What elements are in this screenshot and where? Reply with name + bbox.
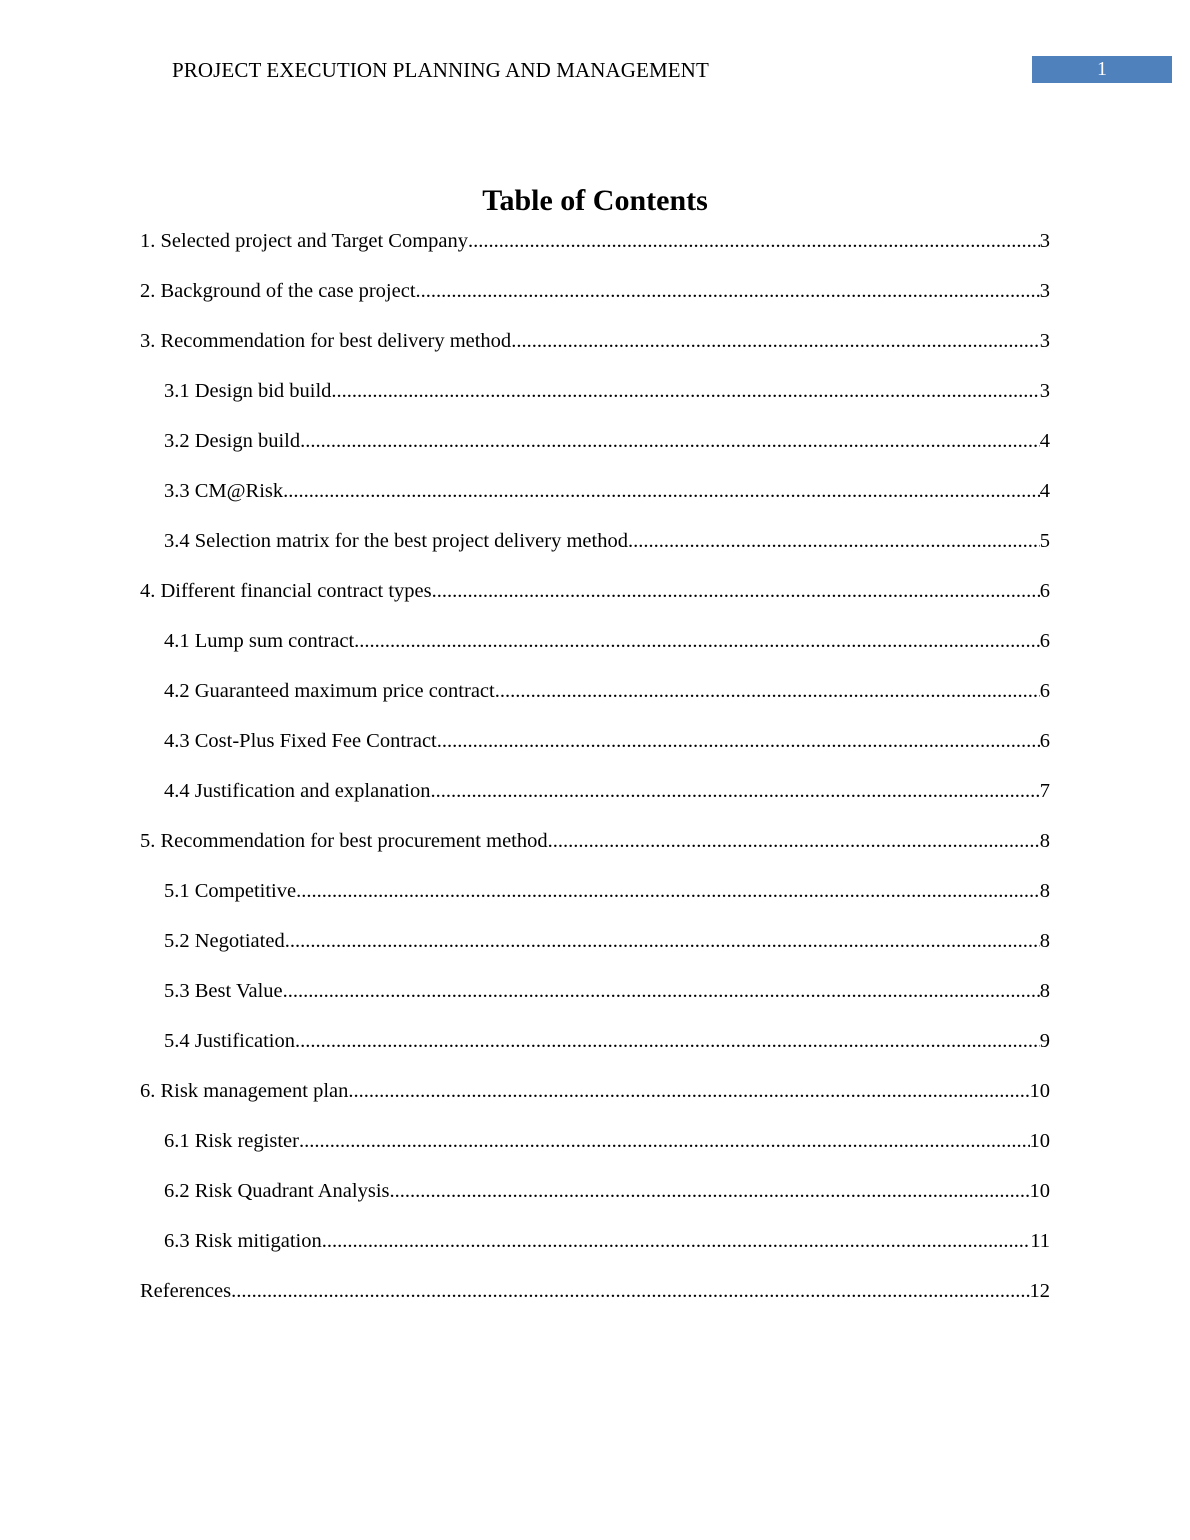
toc-entry-page: 5 <box>1039 530 1050 552</box>
toc-dot-leader <box>348 1076 1029 1106</box>
toc-entry-label: 5.4 Justification <box>164 1030 295 1052</box>
toc-entry[interactable] <box>140 1226 1050 1276</box>
toc-entry-label: 4. Different financial contract types <box>140 580 432 602</box>
toc-dot-leader <box>285 926 1040 956</box>
toc-dot-leader <box>283 476 1040 506</box>
toc-entry-label: 4.3 Cost-Plus Fixed Fee Contract <box>164 730 437 752</box>
toc-entry-label: 3.4 Selection matrix for the best project delivery method <box>164 530 628 552</box>
toc-entry[interactable] <box>140 626 1050 676</box>
toc-dot-leader <box>322 1226 1031 1256</box>
toc-entry[interactable] <box>140 876 1050 926</box>
toc-dot-leader <box>296 876 1040 906</box>
toc-entry-label: 3.3 CM@Risk <box>164 480 284 502</box>
toc-entry-page: 8 <box>1039 880 1050 902</box>
toc-dot-leader <box>390 1176 1030 1206</box>
toc-entry-label: 4.4 Justification and explanation <box>164 780 431 802</box>
toc-entry-label: 2. Background of the case project <box>140 280 416 302</box>
toc-dot-leader <box>437 726 1040 756</box>
toc-entry-page: 6 <box>1039 730 1050 752</box>
toc-dot-leader <box>283 976 1040 1006</box>
toc-entry[interactable] <box>140 976 1050 1026</box>
toc-entry[interactable] <box>140 526 1050 576</box>
toc-dot-leader <box>430 776 1039 806</box>
toc-entry[interactable] <box>140 476 1050 526</box>
toc-entry-label: 6.2 Risk Quadrant Analysis <box>164 1180 390 1202</box>
toc-list <box>140 226 1050 1326</box>
toc-entry[interactable] <box>140 1026 1050 1076</box>
toc-entry-page: 3 <box>1039 280 1050 302</box>
toc-entry-label: 1. Selected project and Target Company <box>140 230 468 252</box>
page-number-badge: 1 <box>1032 56 1172 83</box>
toc-entry-page: 12 <box>1029 1280 1050 1302</box>
toc-entry[interactable] <box>140 726 1050 776</box>
toc-entry-page: 4 <box>1039 430 1050 452</box>
toc-entry-page: 8 <box>1039 830 1050 852</box>
toc-dot-leader <box>331 376 1039 406</box>
toc-dot-leader <box>468 226 1040 256</box>
toc-entry-page: 6 <box>1039 580 1050 602</box>
toc-entry-page: 3 <box>1039 380 1050 402</box>
toc-entry-page: 7 <box>1039 780 1050 802</box>
toc-dot-leader <box>299 1126 1030 1156</box>
toc-entry-page: 9 <box>1039 1030 1050 1052</box>
toc-entry-label: 6.1 Risk register <box>164 1130 299 1152</box>
toc-entry-page: 4 <box>1039 480 1050 502</box>
toc-dot-leader <box>295 1026 1040 1056</box>
toc-dot-leader <box>628 526 1040 556</box>
toc-entry-label: 4.2 Guaranteed maximum price contract <box>164 680 495 702</box>
toc-entry-label: 3. Recommendation for best delivery method <box>140 330 512 352</box>
toc-entry[interactable] <box>140 376 1050 426</box>
toc-entry[interactable] <box>140 1076 1050 1126</box>
toc-entry-page: 3 <box>1039 330 1050 352</box>
toc-entry-page: 8 <box>1039 980 1050 1002</box>
toc-entry-label: 5.1 Competitive <box>164 880 297 902</box>
toc-entry-label: 3.2 Design build <box>164 430 301 452</box>
toc-entry-page: 6 <box>1039 680 1050 702</box>
toc-entry-page: 10 <box>1029 1180 1050 1202</box>
toc-entry[interactable] <box>140 576 1050 626</box>
toc-entry[interactable] <box>140 926 1050 976</box>
toc-entry-label: 4.1 Lump sum contract <box>164 630 355 652</box>
toc-entry-page: 6 <box>1039 630 1050 652</box>
toc-dot-leader <box>495 676 1040 706</box>
toc-entry[interactable] <box>140 226 1050 276</box>
toc-dot-leader <box>231 1276 1029 1306</box>
toc-entry[interactable] <box>140 1176 1050 1226</box>
toc-entry-page: 8 <box>1039 930 1050 952</box>
toc-dot-leader <box>548 826 1040 856</box>
toc-entry-label: 6. Risk management plan <box>140 1080 349 1102</box>
toc-dot-leader <box>416 276 1040 306</box>
toc-entry-label: 5.2 Negotiated <box>164 930 285 952</box>
toc-dot-leader <box>511 326 1040 356</box>
toc-entry-label: References <box>140 1280 232 1302</box>
toc-entry-label: 3.1 Design bid build <box>164 380 332 402</box>
toc-entry[interactable] <box>140 326 1050 376</box>
toc-entry-label: 6.3 Risk mitigation <box>164 1230 322 1252</box>
toc-entry[interactable] <box>140 776 1050 826</box>
toc-entry[interactable] <box>140 1276 1050 1326</box>
toc-dot-leader <box>432 576 1040 606</box>
toc-entry-page: 10 <box>1029 1130 1050 1152</box>
toc-entry[interactable] <box>140 1126 1050 1176</box>
toc-entry-page: 10 <box>1029 1080 1050 1102</box>
toc-entry-label: 5.3 Best Value <box>164 980 283 1002</box>
toc-entry-label: 5. Recommendation for best procurement method <box>140 830 548 852</box>
toc-entry[interactable] <box>140 276 1050 326</box>
toc-dot-leader <box>300 426 1040 456</box>
toc-entry[interactable] <box>140 826 1050 876</box>
toc-entry-page: 11 <box>1030 1230 1050 1252</box>
toc-title: Table of Contents <box>482 184 708 217</box>
toc-entry[interactable] <box>140 426 1050 476</box>
toc-entry[interactable] <box>140 676 1050 726</box>
toc-dot-leader <box>354 626 1040 656</box>
running-head: PROJECT EXECUTION PLANNING AND MANAGEMENT <box>172 58 709 82</box>
toc-entry-page: 3 <box>1039 230 1050 252</box>
